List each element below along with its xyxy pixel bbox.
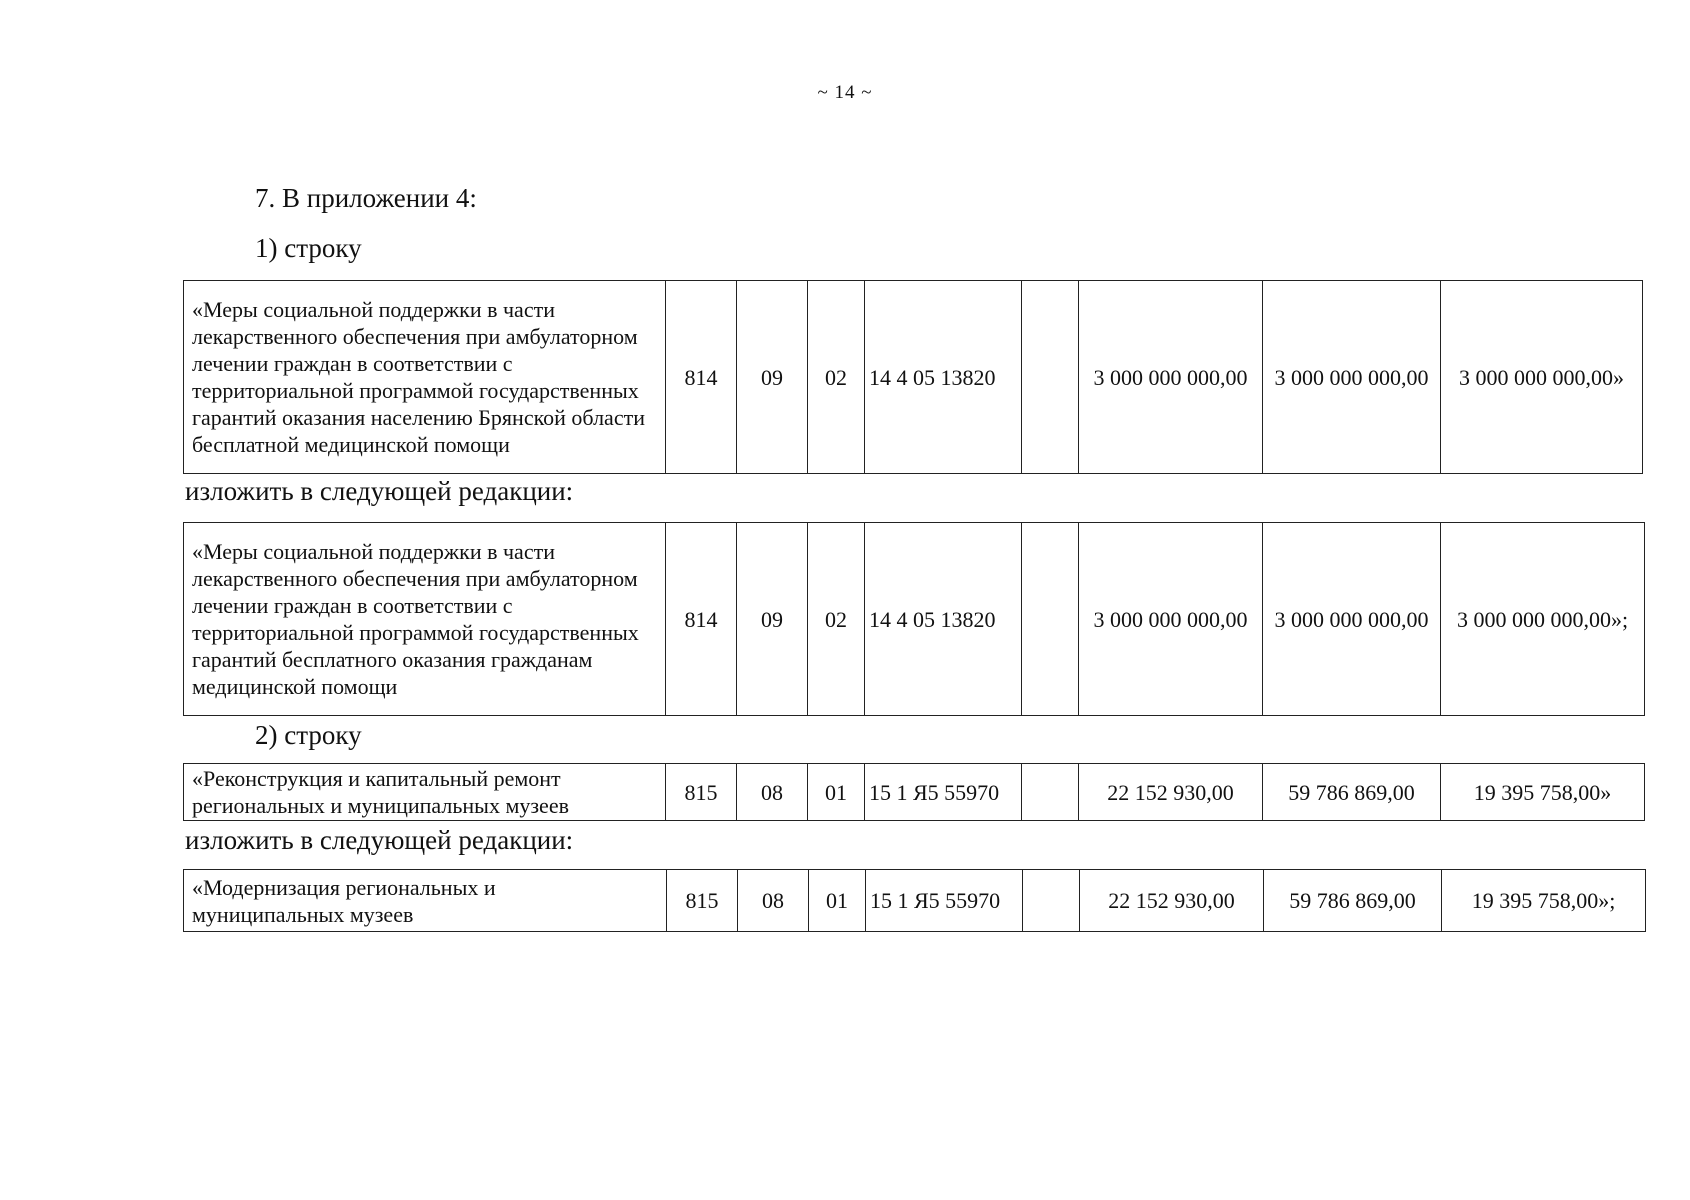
table-row	[184, 764, 1645, 821]
target-article-code: 14 4 05 13820	[865, 523, 1022, 716]
expense-name-cell	[184, 764, 666, 821]
amount-year-1: 3 000 000 000,00	[1079, 281, 1263, 474]
expense-type-code	[1022, 764, 1079, 821]
expense-name-cell	[184, 870, 667, 932]
table-row	[184, 870, 1646, 932]
amount-year-2: 3 000 000 000,00	[1263, 523, 1441, 716]
amount-year-1: 22 152 930,00	[1080, 870, 1264, 932]
table-row	[184, 523, 1645, 716]
table-row	[184, 281, 1643, 474]
expense-name: «Меры социальной поддержки в части лекарственного обеспечения при амбулаторном лечении граждан в соответствии с территориальной программой государственных гарантий оказания населению Брянской области бесплатной медицинской помощи	[192, 297, 645, 457]
item-2-label: 2) строку	[255, 720, 362, 750]
amount-year-2: 59 786 869,00	[1264, 870, 1442, 932]
replace-text-1: изложить в следующей редакции:	[185, 476, 574, 506]
subsection-code: 02	[808, 523, 865, 716]
expense-type-code	[1023, 870, 1080, 932]
target-article-code: 15 1 Я5 55970	[866, 870, 1023, 932]
ministry-code: 814	[666, 523, 737, 716]
table-row-new-2	[183, 869, 1646, 932]
target-article-code: 14 4 05 13820	[865, 281, 1022, 474]
expense-type-code	[1022, 281, 1079, 474]
ministry-code: 815	[667, 870, 738, 932]
expense-name: «Меры социальной поддержки в части лекарственного обеспечения при амбулаторном лечении граждан в соответствии с территориальной программой государственных гарантий бесплатного оказания гражданам медицинской помощи	[192, 539, 639, 699]
amount-year-3: 3 000 000 000,00»	[1441, 281, 1643, 474]
amount-year-3: 3 000 000 000,00»;	[1441, 523, 1645, 716]
expense-name-cell	[184, 523, 666, 716]
replace-text-2: изложить в следующей редакции:	[185, 825, 574, 855]
amount-year-2: 59 786 869,00	[1263, 764, 1441, 821]
amount-year-2: 3 000 000 000,00	[1263, 281, 1441, 474]
amount-year-1: 3 000 000 000,00	[1079, 523, 1263, 716]
ministry-code: 815	[666, 764, 737, 821]
ministry-code: 814	[666, 281, 737, 474]
page-number: ~ 14 ~	[817, 82, 873, 103]
target-article-code: 15 1 Я5 55970	[865, 764, 1022, 821]
subsection-code: 01	[808, 764, 865, 821]
amount-year-3: 19 395 758,00»	[1441, 764, 1645, 821]
section-heading: 7. В приложении 4:	[255, 183, 477, 213]
table-row-original-1	[183, 280, 1643, 474]
amount-year-3: 19 395 758,00»;	[1442, 870, 1646, 932]
table-row-original-2	[183, 763, 1645, 821]
amount-year-1: 22 152 930,00	[1079, 764, 1263, 821]
section-code: 08	[737, 764, 808, 821]
section-code: 09	[737, 281, 808, 474]
expense-type-code	[1022, 523, 1079, 716]
item-1-label: 1) строку	[255, 233, 362, 263]
section-code: 09	[737, 523, 808, 716]
subsection-code: 02	[808, 281, 865, 474]
section-code: 08	[738, 870, 809, 932]
table-row-new-1	[183, 522, 1645, 716]
expense-name: «Модернизация региональных и муниципальных музеев	[192, 874, 496, 927]
expense-name: «Реконструкция и капитальный ремонт региональных и муниципальных музеев	[192, 766, 569, 818]
expense-name-cell	[184, 281, 666, 474]
subsection-code: 01	[809, 870, 866, 932]
